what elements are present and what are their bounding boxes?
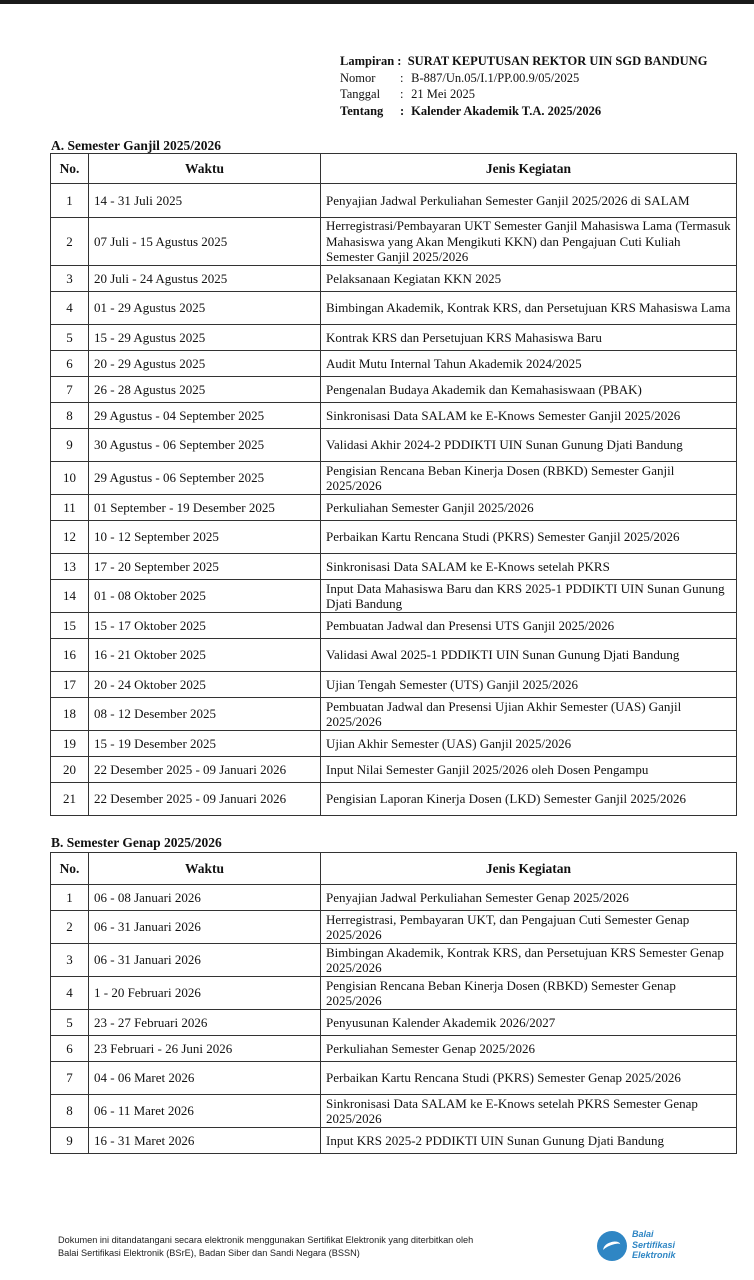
header-lampiran: Lampiran : SURAT KEPUTUSAN REKTOR UIN SGD BANDUNG bbox=[340, 54, 708, 68]
table-row bbox=[51, 1010, 737, 1036]
row-kegiatan: Bimbingan Akademik, Kontrak KRS, dan Persetujuan KRS Mahasiswa Lama bbox=[321, 292, 737, 325]
row-waktu: 1 - 20 Februari 2026 bbox=[89, 977, 321, 1010]
bsre-logo-text: Balai Sertifikasi Elektronik bbox=[632, 1229, 676, 1260]
row-number: 11 bbox=[51, 495, 89, 521]
table-row bbox=[51, 783, 737, 816]
row-kegiatan: Herregistrasi/Pembayaran UKT Semester Ganjil Mahasiswa Lama (Termasuk Mahasiswa yang Akan Mengikuti KKN) dan Pengajuan Cuti Kuliah Semester Ganjil 2025/2026 bbox=[321, 218, 737, 266]
section-a-title: A. Semester Ganjil 2025/2026 bbox=[51, 138, 221, 153]
row-kegiatan: Perbaikan Kartu Rencana Studi (PKRS) Semester Genap 2025/2026 bbox=[321, 1062, 737, 1095]
table-row bbox=[51, 462, 737, 495]
row-waktu: 15 - 19 Desember 2025 bbox=[89, 731, 321, 757]
row-waktu: 06 - 31 Januari 2026 bbox=[89, 911, 321, 944]
column-no: No. bbox=[51, 853, 89, 885]
row-kegiatan: Input KRS 2025-2 PDDIKTI UIN Sunan Gunung Djati Bandung bbox=[321, 1128, 737, 1154]
row-number: 4 bbox=[51, 292, 89, 325]
row-number: 14 bbox=[51, 580, 89, 613]
table-row bbox=[51, 429, 737, 462]
row-number: 17 bbox=[51, 672, 89, 698]
row-waktu: 20 - 24 Oktober 2025 bbox=[89, 672, 321, 698]
table-header-row bbox=[51, 853, 737, 885]
row-kegiatan: Input Nilai Semester Ganjil 2025/2026 oleh Dosen Pengampu bbox=[321, 757, 737, 783]
table-row bbox=[51, 1036, 737, 1062]
row-number: 7 bbox=[51, 377, 89, 403]
row-kegiatan: Sinkronisasi Data SALAM ke E-Knows setelah PKRS bbox=[321, 554, 737, 580]
row-kegiatan: Pengisian Rencana Beban Kinerja Dosen (RBKD) Semester Genap 2025/2026 bbox=[321, 977, 737, 1010]
row-number: 18 bbox=[51, 698, 89, 731]
section-a-table bbox=[50, 153, 737, 816]
row-waktu: 20 Juli - 24 Agustus 2025 bbox=[89, 266, 321, 292]
table-row bbox=[51, 292, 737, 325]
row-waktu: 07 Juli - 15 Agustus 2025 bbox=[89, 218, 321, 266]
column-kegiatan: Jenis Kegiatan bbox=[321, 853, 737, 885]
row-waktu: 23 - 27 Februari 2026 bbox=[89, 1010, 321, 1036]
row-kegiatan: Pembuatan Jadwal dan Presensi Ujian Akhir Semester (UAS) Ganjil 2025/2026 bbox=[321, 698, 737, 731]
row-waktu: 01 - 29 Agustus 2025 bbox=[89, 292, 321, 325]
row-kegiatan: Sinkronisasi Data SALAM ke E-Knows Semester Ganjil 2025/2026 bbox=[321, 403, 737, 429]
row-kegiatan: Perkuliahan Semester Genap 2025/2026 bbox=[321, 1036, 737, 1062]
bsre-logo-icon bbox=[597, 1231, 627, 1261]
table-row bbox=[51, 554, 737, 580]
row-kegiatan: Bimbingan Akademik, Kontrak KRS, dan Persetujuan KRS Semester Genap 2025/2026 bbox=[321, 944, 737, 977]
row-waktu: 20 - 29 Agustus 2025 bbox=[89, 351, 321, 377]
table-row bbox=[51, 218, 737, 266]
row-number: 2 bbox=[51, 218, 89, 266]
row-number: 3 bbox=[51, 266, 89, 292]
table-row bbox=[51, 266, 737, 292]
table-row bbox=[51, 757, 737, 783]
row-number: 1 bbox=[51, 885, 89, 911]
row-number: 15 bbox=[51, 613, 89, 639]
row-number: 7 bbox=[51, 1062, 89, 1095]
row-kegiatan: Validasi Akhir 2024-2 PDDIKTI UIN Sunan Gunung Djati Bandung bbox=[321, 429, 737, 462]
row-kegiatan: Pengisian Laporan Kinerja Dosen (LKD) Semester Ganjil 2025/2026 bbox=[321, 783, 737, 816]
column-kegiatan: Jenis Kegiatan bbox=[321, 154, 737, 184]
row-waktu: 14 - 31 Juli 2025 bbox=[89, 184, 321, 218]
row-waktu: 04 - 06 Maret 2026 bbox=[89, 1062, 321, 1095]
table-row bbox=[51, 184, 737, 218]
row-waktu: 16 - 21 Oktober 2025 bbox=[89, 639, 321, 672]
row-kegiatan: Penyajian Jadwal Perkuliahan Semester Ganjil 2025/2026 di SALAM bbox=[321, 184, 737, 218]
row-number: 6 bbox=[51, 351, 89, 377]
section-b-table bbox=[50, 852, 737, 1154]
row-kegiatan: Pelaksanaan Kegiatan KKN 2025 bbox=[321, 266, 737, 292]
row-number: 5 bbox=[51, 325, 89, 351]
row-number: 10 bbox=[51, 462, 89, 495]
row-waktu: 26 - 28 Agustus 2025 bbox=[89, 377, 321, 403]
header-nomor: Nomor : B-887/Un.05/I.1/PP.00.9/05/2025 bbox=[340, 70, 580, 85]
table-row bbox=[51, 944, 737, 977]
row-number: 20 bbox=[51, 757, 89, 783]
row-kegiatan: Perkuliahan Semester Ganjil 2025/2026 bbox=[321, 495, 737, 521]
row-waktu: 06 - 08 Januari 2026 bbox=[89, 885, 321, 911]
row-kegiatan: Ujian Akhir Semester (UAS) Ganjil 2025/2026 bbox=[321, 731, 737, 757]
row-number: 8 bbox=[51, 403, 89, 429]
table-row bbox=[51, 613, 737, 639]
column-waktu: Waktu bbox=[89, 154, 321, 184]
table-row bbox=[51, 377, 737, 403]
section-a-body bbox=[51, 184, 737, 816]
row-kegiatan: Penyajian Jadwal Perkuliahan Semester Genap 2025/2026 bbox=[321, 885, 737, 911]
row-number: 9 bbox=[51, 429, 89, 462]
table-row bbox=[51, 885, 737, 911]
row-waktu: 22 Desember 2025 - 09 Januari 2026 bbox=[89, 757, 321, 783]
table-row bbox=[51, 403, 737, 429]
column-waktu: Waktu bbox=[89, 853, 321, 885]
header-tanggal: Tanggal : 21 Mei 2025 bbox=[340, 87, 476, 101]
row-number: 8 bbox=[51, 1095, 89, 1128]
row-kegiatan: Pengisian Rencana Beban Kinerja Dosen (RBKD) Semester Ganjil 2025/2026 bbox=[321, 462, 737, 495]
row-waktu: 01 September - 19 Desember 2025 bbox=[89, 495, 321, 521]
row-waktu: 23 Februari - 26 Juni 2026 bbox=[89, 1036, 321, 1062]
table-row bbox=[51, 1095, 737, 1128]
table-row bbox=[51, 639, 737, 672]
row-kegiatan: Pembuatan Jadwal dan Presensi UTS Ganjil 2025/2026 bbox=[321, 613, 737, 639]
row-waktu: 15 - 29 Agustus 2025 bbox=[89, 325, 321, 351]
section-b-body bbox=[51, 885, 737, 1154]
table-row bbox=[51, 698, 737, 731]
row-waktu: 30 Agustus - 06 September 2025 bbox=[89, 429, 321, 462]
footer-note bbox=[58, 1234, 473, 1260]
row-waktu: 16 - 31 Maret 2026 bbox=[89, 1128, 321, 1154]
header-tentang: Tentang : Kalender Akademik T.A. 2025/2026 bbox=[340, 103, 602, 118]
row-waktu: 10 - 12 September 2025 bbox=[89, 521, 321, 554]
table-row bbox=[51, 580, 737, 613]
bsre-logo bbox=[597, 1229, 707, 1265]
row-waktu: 29 Agustus - 06 September 2025 bbox=[89, 462, 321, 495]
table-row bbox=[51, 731, 737, 757]
table-row bbox=[51, 351, 737, 377]
row-waktu: 29 Agustus - 04 September 2025 bbox=[89, 403, 321, 429]
row-number: 1 bbox=[51, 184, 89, 218]
row-waktu: 17 - 20 September 2025 bbox=[89, 554, 321, 580]
row-number: 16 bbox=[51, 639, 89, 672]
row-kegiatan: Validasi Awal 2025-1 PDDIKTI UIN Sunan Gunung Djati Bandung bbox=[321, 639, 737, 672]
table-row bbox=[51, 911, 737, 944]
row-number: 21 bbox=[51, 783, 89, 816]
row-kegiatan: Perbaikan Kartu Rencana Studi (PKRS) Semester Ganjil 2025/2026 bbox=[321, 521, 737, 554]
table-row bbox=[51, 495, 737, 521]
footer-line-1: Dokumen ini ditandatangani secara elektronik menggunakan Sertifikat Elektronik yang diterbitkan oleh bbox=[58, 1235, 474, 1245]
row-kegiatan: Sinkronisasi Data SALAM ke E-Knows setelah PKRS Semester Genap 2025/2026 bbox=[321, 1095, 737, 1128]
table-row bbox=[51, 325, 737, 351]
row-number: 4 bbox=[51, 977, 89, 1010]
section-b-title: B. Semester Genap 2025/2026 bbox=[51, 835, 222, 850]
table-row bbox=[51, 672, 737, 698]
top-border bbox=[0, 0, 754, 4]
row-waktu: 22 Desember 2025 - 09 Januari 2026 bbox=[89, 783, 321, 816]
row-number: 9 bbox=[51, 1128, 89, 1154]
table-row bbox=[51, 1062, 737, 1095]
footer-line-2: Balai Sertifikasi Elektronik (BSrE), Badan Siber dan Sandi Negara (BSSN) bbox=[58, 1248, 360, 1258]
row-kegiatan: Input Data Mahasiswa Baru dan KRS 2025-1 PDDIKTI UIN Sunan Gunung Djati Bandung bbox=[321, 580, 737, 613]
row-number: 12 bbox=[51, 521, 89, 554]
row-waktu: 06 - 31 Januari 2026 bbox=[89, 944, 321, 977]
row-number: 2 bbox=[51, 911, 89, 944]
column-no: No. bbox=[51, 154, 89, 184]
table-row bbox=[51, 977, 737, 1010]
row-waktu: 01 - 08 Oktober 2025 bbox=[89, 580, 321, 613]
row-number: 3 bbox=[51, 944, 89, 977]
row-number: 19 bbox=[51, 731, 89, 757]
table-row bbox=[51, 1128, 737, 1154]
row-kegiatan: Kontrak KRS dan Persetujuan KRS Mahasiswa Baru bbox=[321, 325, 737, 351]
row-number: 6 bbox=[51, 1036, 89, 1062]
row-number: 13 bbox=[51, 554, 89, 580]
row-kegiatan: Audit Mutu Internal Tahun Akademik 2024/2025 bbox=[321, 351, 737, 377]
row-kegiatan: Ujian Tengah Semester (UTS) Ganjil 2025/2026 bbox=[321, 672, 737, 698]
table-row bbox=[51, 521, 737, 554]
row-kegiatan: Pengenalan Budaya Akademik dan Kemahasiswaan (PBAK) bbox=[321, 377, 737, 403]
row-kegiatan: Herregistrasi, Pembayaran UKT, dan Pengajuan Cuti Semester Genap 2025/2026 bbox=[321, 911, 737, 944]
table-header-row bbox=[51, 154, 737, 184]
row-number: 5 bbox=[51, 1010, 89, 1036]
document-header bbox=[340, 53, 707, 119]
row-waktu: 15 - 17 Oktober 2025 bbox=[89, 613, 321, 639]
row-kegiatan: Penyusunan Kalender Akademik 2026/2027 bbox=[321, 1010, 737, 1036]
row-waktu: 08 - 12 Desember 2025 bbox=[89, 698, 321, 731]
row-waktu: 06 - 11 Maret 2026 bbox=[89, 1095, 321, 1128]
